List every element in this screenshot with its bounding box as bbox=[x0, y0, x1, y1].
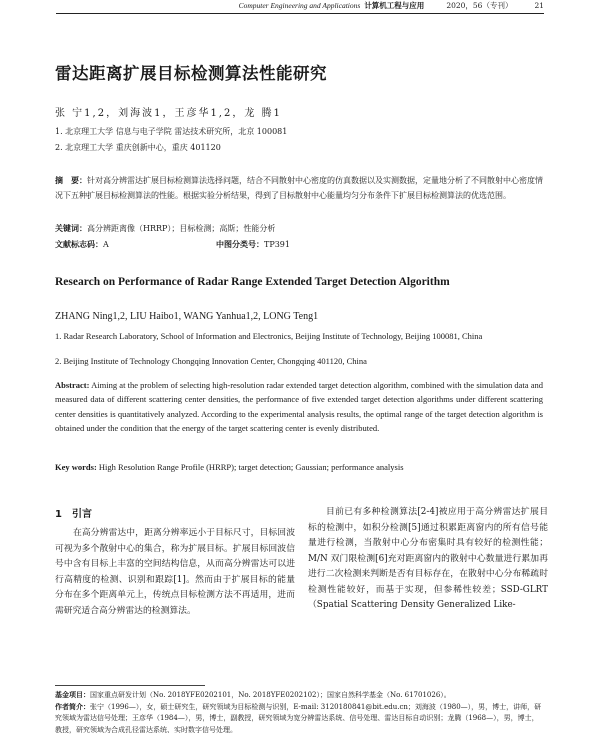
abstract-cn-label: 摘 要： bbox=[55, 176, 87, 185]
abstract-en-text: Aiming at the problem of selecting high-resolution radar extended target detection algorithm, combined with the simulation data and measured data of different scattering center densities, the performance of five extended target detection algorithms under different scattering center densities is quantitatively analyzed. According to the experimental analysis results, the optimal range of the target detection algorithm is obtained under the condition that the energy of the target scattering center is evenly distributed. bbox=[55, 380, 543, 433]
abstract-cn-text: 针对高分辨雷达扩展目标检测算法选择问题，结合不同散射中心密度的仿真数据以及实测数据，定量地分析了不同散射中心密度情况下五种扩展目标检测算法的性能。根据实验分析结果，得到了目标散射中心能量均匀分布条件下扩展目标检测算法的优选范围。 bbox=[55, 176, 543, 200]
keywords-en-label: Key words: bbox=[55, 462, 97, 472]
keywords-en bbox=[55, 462, 404, 472]
clc-label: 中图分类号： bbox=[216, 240, 264, 249]
authors-en: ZHANG Ning1,2, LIU Haibo1, WANG Yanhua1,2, LONG Teng1 bbox=[55, 311, 318, 322]
fund-footnote bbox=[55, 690, 543, 702]
page-number: 21 bbox=[534, 0, 544, 13]
affiliation-en-2: 2. Beijing Institute of Technology Chongqing Innovation Center, Chongqing 401120, China bbox=[55, 355, 543, 367]
keywords-cn-text: 高分辨距离像（HRRP）；目标检测；高斯；性能分析 bbox=[87, 224, 275, 233]
title-en: Research on Performance of Radar Range Extended Target Detection Algorithm bbox=[55, 276, 450, 288]
title-cn: 雷达距离扩展目标检测算法性能研究 bbox=[55, 60, 327, 84]
affiliation-cn-1: 1. 北京理工大学 信息与电子学院 雷达技术研究所，北京 100081 bbox=[55, 126, 287, 137]
journal-name: Computer Engineering and Applications bbox=[239, 0, 361, 13]
abstract-cn bbox=[55, 174, 543, 203]
issue-number: 2020，56（专刊） bbox=[446, 0, 512, 13]
fund-label: 基金项目： bbox=[55, 691, 90, 699]
author-bio-label: 作者简介： bbox=[55, 703, 90, 711]
doc-code bbox=[55, 239, 109, 250]
keywords-cn bbox=[55, 223, 275, 234]
body-column-left bbox=[55, 526, 295, 619]
author-bio-footnote bbox=[55, 702, 543, 736]
abstract-en-label: Abstract: bbox=[55, 380, 89, 390]
keywords-cn-label: 关键词： bbox=[55, 224, 87, 233]
intro-paragraph-left: 在高分辨雷达中，距离分辨率远小于目标尺寸，目标回波可视为多个散射中心的集合，称为扩展目标。扩展目标回波信号中含有目标上丰富的空间结构信息，从而高分辨雷达可以进行高精度的检测、识别和跟踪[1]。然而由于扩展目标的能量分布在多个距离单元上，传统点目标检测方法不再适用，进而需研究适合高分辨雷达的检测算法。 bbox=[55, 526, 295, 619]
footnote-divider bbox=[55, 685, 205, 686]
running-header bbox=[56, 0, 544, 14]
section-heading-introduction: 1 引言 bbox=[55, 505, 92, 520]
clc-number bbox=[216, 239, 290, 250]
clc-value: TP391 bbox=[264, 240, 290, 249]
intro-paragraph-right: 目前已有多种检测算法[2-4]被应用于高分辨雷达扩展目标的检测中，如积分检测[5]通过积累距离窗内的所有信号能量进行检测，当散射中心分布密集时具有较好的检测性能；M/N 双门限检测[6]充对距离窗内的散射中心数量进行累加再进行二次检测来判断是否有目标存在，在散射中心分布稀疏时检测性能较好，而基于实现，但参稀性较差；SSD-GLRT（Spatial Scattering Density Generalized Like- bbox=[308, 505, 548, 614]
affiliation-en-1: 1. Radar Research Laboratory, School of Information and Electronics, Beijing Institute of Technology, Beijing 100081, China bbox=[55, 330, 543, 342]
keywords-en-text: High Resolution Range Profile (HRRP); target detection; Gaussian; performance analysis bbox=[99, 462, 404, 472]
doc-code-value: A bbox=[103, 240, 109, 249]
doc-code-label: 文献标志码： bbox=[55, 240, 103, 249]
body-column-right bbox=[308, 505, 548, 614]
affiliation-cn-2: 2. 北京理工大学 重庆创新中心，重庆 401120 bbox=[55, 142, 221, 153]
authors-cn: 张 宁1,2，刘海波1，王彦华1,2，龙 腾1 bbox=[55, 104, 282, 119]
footnotes bbox=[55, 690, 543, 736]
abstract-en bbox=[55, 378, 543, 435]
journal-name-cn: 计算机工程与应用 bbox=[364, 0, 424, 13]
fund-text: 国家重点研发计划（No. 2018YFE0202101，No. 2018YFE0202102）；国家自然科学基金（No. 61701026）。 bbox=[90, 691, 451, 699]
author-bio-text: 张宁（1996—），女，硕士研究生，研究领域为目标检测与识别，E-mail: 3120180841@bit.edu.cn；刘海波（1980—），男，博士，讲师，研究领域为雷达信号处理；王彦华（1984—），男，博士，副教授，研究领域为宽分辨雷达系统、信号处理、雷达目标自动识别；龙腾（1968—），男，博士，教授，研究领域为合成孔径雷达系统、实时数字信号处理。 bbox=[55, 703, 541, 734]
